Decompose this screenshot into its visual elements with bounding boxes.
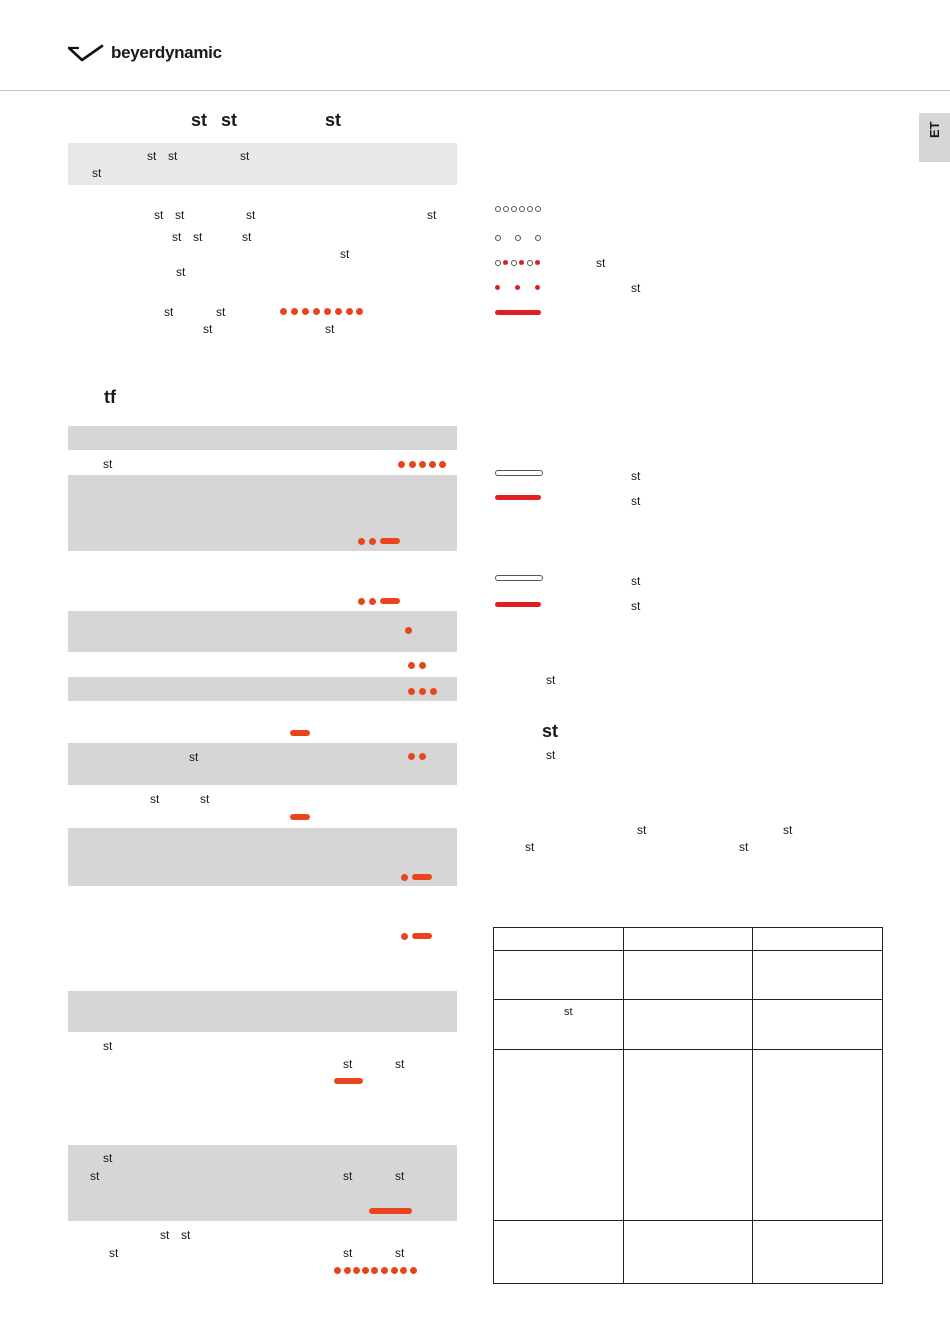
para-text: st (176, 265, 186, 279)
row-text: st (103, 457, 113, 471)
section1-heading-part: st (325, 110, 342, 130)
brand-logo (68, 42, 238, 66)
row-text: st (343, 1169, 353, 1183)
table-row (494, 1221, 883, 1284)
para-text: st (325, 322, 335, 336)
led-bar-empty (495, 575, 543, 581)
row-text: st (103, 1039, 113, 1053)
row-text: st (189, 750, 199, 764)
para-text: st (172, 230, 182, 244)
right-text: st (546, 748, 556, 762)
led-bar-solid (495, 602, 541, 607)
right-text: st (546, 673, 556, 687)
para-text: st (246, 208, 256, 222)
language-tab[interactable] (919, 113, 950, 162)
row-text: st (395, 1057, 405, 1071)
para-text: st (164, 305, 174, 319)
right-para-text: st (637, 823, 647, 837)
led-bar-empty (495, 470, 543, 476)
row-text: st (343, 1057, 353, 1071)
header-divider (0, 90, 950, 91)
section2-heading: tf (104, 387, 116, 407)
language-tab-label: ET (927, 121, 942, 138)
section1-heading-part: st (221, 110, 238, 130)
legend-label: st (631, 494, 641, 508)
para-text: st (193, 230, 203, 244)
para-text: st (216, 305, 226, 319)
table-header-band (68, 426, 457, 450)
para-text: st (175, 208, 185, 222)
row-text: st (150, 792, 160, 806)
table-row (494, 928, 883, 951)
row-text: st (90, 1169, 100, 1183)
note-box (68, 143, 457, 185)
row-text: st (160, 1228, 170, 1242)
table-row (494, 1050, 883, 1221)
para-text: st (154, 208, 164, 222)
table-row-band (68, 677, 457, 701)
led-legend-solid (495, 310, 541, 315)
right-para-text: st (783, 823, 793, 837)
note-text: st (147, 149, 157, 163)
note-text: st (168, 149, 178, 163)
legend-label: st (596, 256, 606, 270)
row-text: st (109, 1246, 119, 1260)
table-cell-text: st (564, 1006, 573, 1018)
brand-mark-icon (68, 44, 104, 64)
table-row-band (68, 828, 457, 886)
row-text: st (181, 1228, 191, 1242)
table-row (494, 951, 883, 1000)
legend-label: st (631, 281, 641, 295)
row-text: st (395, 1246, 405, 1260)
right-para-text: st (739, 840, 749, 854)
right-para-text: st (525, 840, 535, 854)
spec-table (493, 927, 883, 1284)
note-text: st (240, 149, 250, 163)
note-text: st (92, 166, 102, 180)
para-text: st (242, 230, 252, 244)
para-text: st (340, 247, 350, 261)
legend-label: st (631, 469, 641, 483)
row-text: st (103, 1151, 113, 1165)
legend-label: st (631, 599, 641, 613)
legend-label: st (631, 574, 641, 588)
right-heading: st (542, 721, 559, 741)
para-text: st (427, 208, 437, 222)
section1-heading-part: st (191, 110, 208, 130)
row-text: st (200, 792, 210, 806)
table-row (494, 1000, 883, 1050)
brand-name: beyerdynamic (111, 43, 222, 62)
table-row-band (68, 611, 457, 652)
table-row-band (68, 991, 457, 1032)
para-text: st (203, 322, 213, 336)
led-bar-solid (495, 495, 541, 500)
row-text: st (343, 1246, 353, 1260)
table-row-band (68, 743, 457, 785)
row-text: st (395, 1169, 405, 1183)
